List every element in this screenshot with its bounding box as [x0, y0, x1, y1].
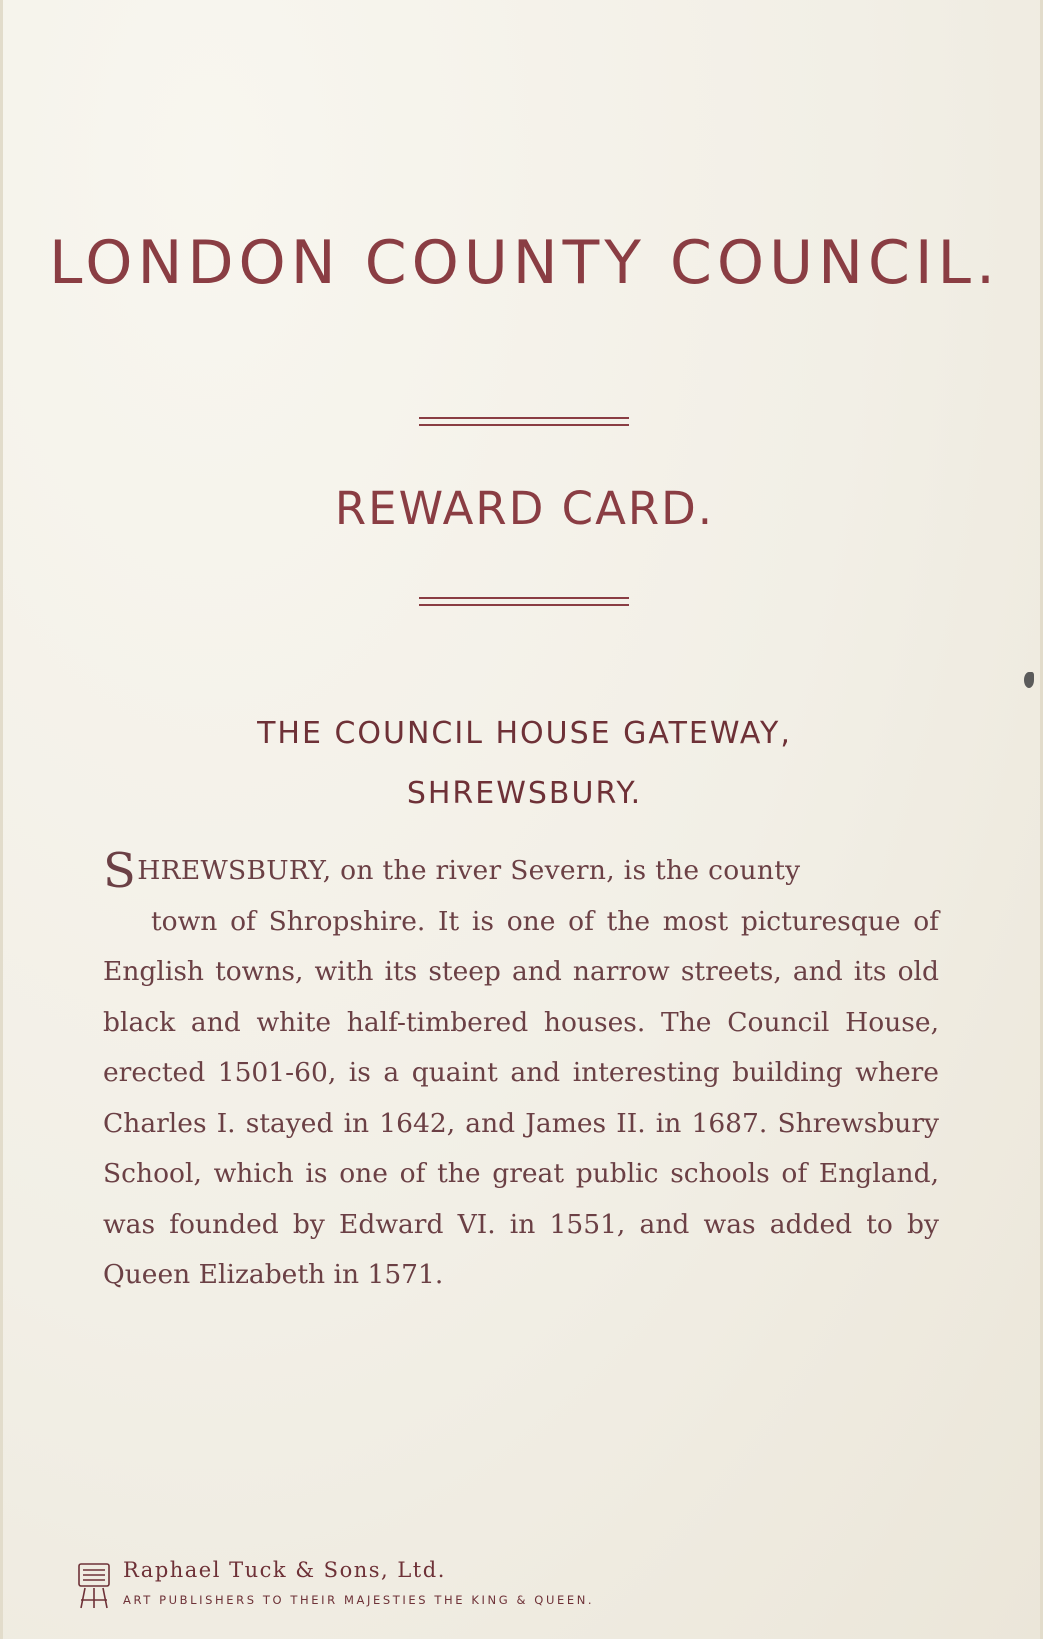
description-first-text: HREWSBURY, on the river Severn, is the county [137, 855, 801, 886]
publisher-tagline: ART PUBLISHERS TO THEIR MAJESTIES THE KING & QUEEN. [123, 1593, 595, 1607]
description-paragraph [103, 843, 939, 1301]
double-rule-divider [419, 597, 629, 606]
drop-cap: S [103, 843, 137, 899]
publisher-name: Raphael Tuck & Sons, Ltd. [123, 1558, 446, 1582]
easel-crest-icon [75, 1560, 113, 1612]
description-indent [103, 906, 151, 937]
double-rule-divider [419, 417, 629, 426]
description-body [103, 897, 939, 1301]
paper-blemish [1024, 672, 1034, 688]
card-subtitle: REWARD CARD. [334, 482, 715, 535]
description-first-line [103, 843, 939, 899]
publisher-imprint [75, 1558, 775, 1618]
subject-line-1: THE COUNCIL HOUSE GATEWAY, [257, 716, 792, 751]
subject-heading [3, 704, 1043, 824]
card-title: LONDON COUNTY COUNCIL. [48, 228, 1001, 298]
description-rest-text: town of Shropshire. It is one of the most picturesque of English towns, with its steep and narrow streets, and its old black and white half-timbered houses. The Council House, erected 1501-60, is a quaint and interesting building where Charles I. stayed in 1642, and James II. in 1687. Shrewsbury School, which is one of the great public schools of England, was founded by Edward VI. in 1551, and was added to by Queen Elizabeth in 1571. [103, 905, 939, 1290]
subject-line-2: SHREWSBURY. [406, 776, 643, 811]
